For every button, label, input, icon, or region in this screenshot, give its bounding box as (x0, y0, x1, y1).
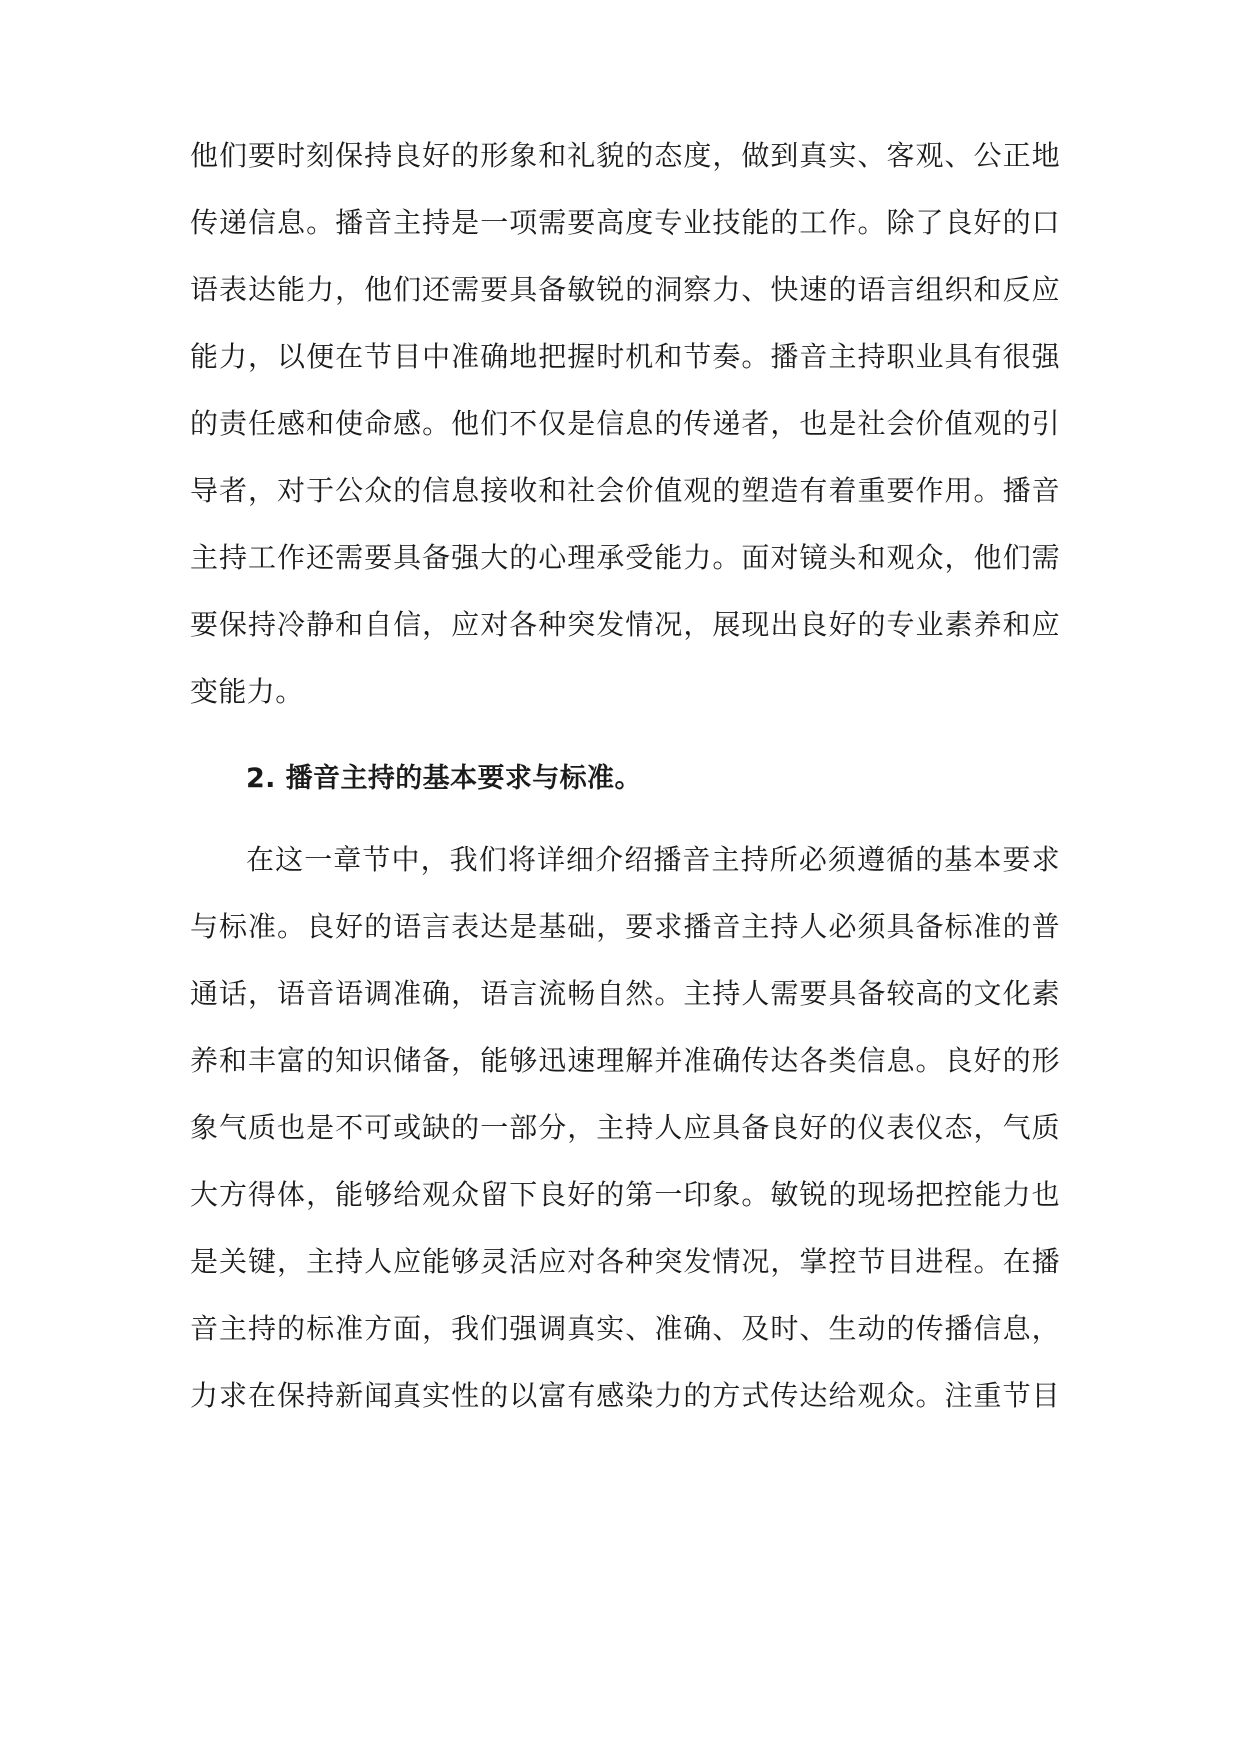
body-text-line: 通话，语音语调准确，语言流畅自然。主持人需要具备较高的文化素 (190, 977, 1060, 1010)
body-text-line: 导者，对于公众的信息接收和社会价值观的塑造有着重要作用。播音 (190, 474, 1060, 507)
body-text-line: 力求在保持新闻真实性的以富有感染力的方式传达给观众。注重节目 (190, 1379, 1060, 1412)
body-text-line: 能力，以便在节目中准确地把握时机和节奏。播音主持职业具有很强 (190, 340, 1060, 373)
body-text-line: 的责任感和使命感。他们不仅是信息的传递者，也是社会价值观的引 (190, 407, 1060, 440)
body-text-line: 变能力。 (190, 675, 304, 708)
body-text-line: 主持工作还需要具备强大的心理承受能力。面对镜头和观众，他们需 (190, 541, 1060, 574)
body-text-line: 在这一章节中，我们将详细介绍播音主持所必须遵循的基本要求 (246, 843, 1060, 876)
body-text-line: 音主持的标准方面，我们强调真实、准确、及时、生动的传播信息， (190, 1312, 1060, 1345)
section-heading: 2. 播音主持的基本要求与标准。 (246, 763, 642, 794)
body-text-line: 象气质也是不可或缺的一部分，主持人应具备良好的仪表仪态，气质 (190, 1111, 1060, 1144)
body-text-line: 养和丰富的知识储备，能够迅速理解并准确传达各类信息。良好的形 (190, 1044, 1060, 1077)
body-text-line: 他们要时刻保持良好的形象和礼貌的态度，做到真实、客观、公正地 (190, 139, 1060, 172)
body-text-line: 语表达能力，他们还需要具备敏锐的洞察力、快速的语言组织和反应 (190, 273, 1060, 306)
body-text-line: 与标准。良好的语言表达是基础，要求播音主持人必须具备标准的普 (190, 910, 1060, 943)
body-text-line: 是关键，主持人应能够灵活应对各种突发情况，掌控节目进程。在播 (190, 1245, 1060, 1278)
body-text-line: 要保持冷静和自信，应对各种突发情况，展现出良好的专业素养和应 (190, 608, 1060, 641)
body-text-line: 传递信息。播音主持是一项需要高度专业技能的工作。除了良好的口 (190, 206, 1060, 239)
body-text-line: 大方得体，能够给观众留下良好的第一印象。敏锐的现场把控能力也 (190, 1178, 1060, 1211)
